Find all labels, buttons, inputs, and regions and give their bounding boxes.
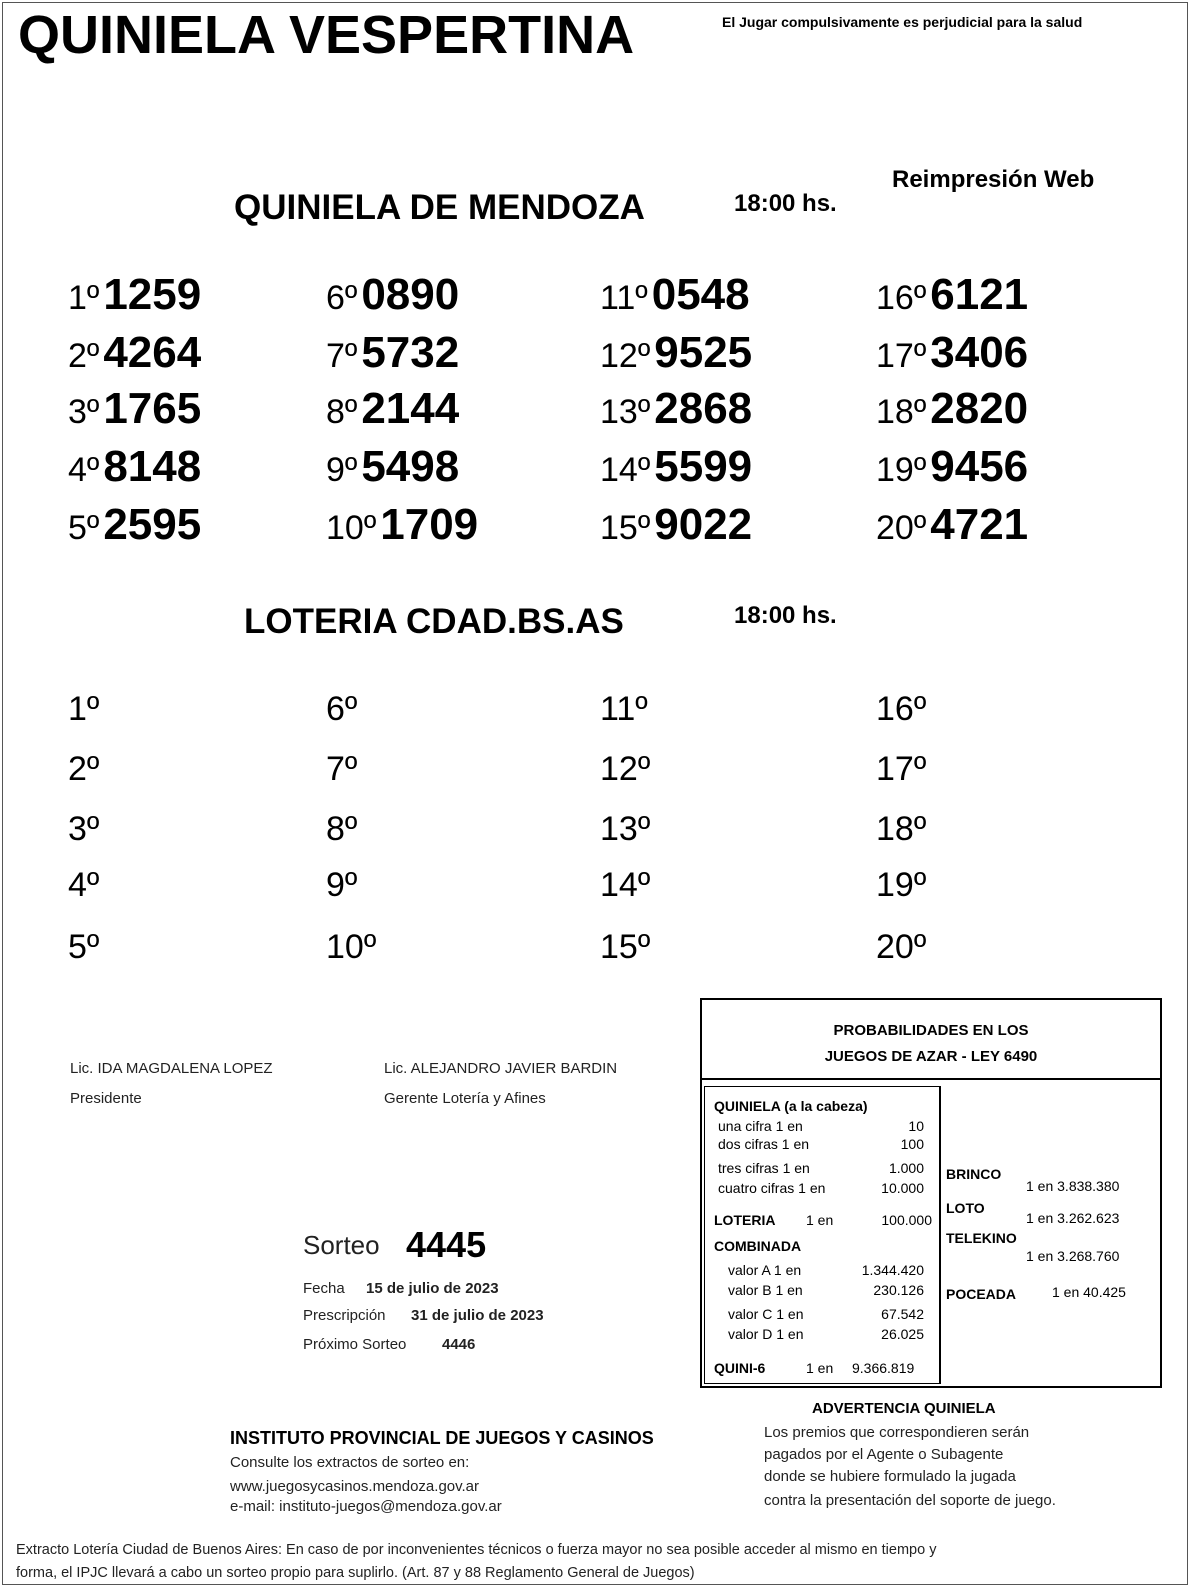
quiniela-prob-title: QUINIELA (a la cabeza) bbox=[714, 1098, 868, 1114]
result-number: 2868 bbox=[654, 384, 753, 433]
prescripcion-value: 31 de julio de 2023 bbox=[411, 1307, 544, 1324]
result-position: 11º bbox=[600, 279, 648, 317]
advertencia-line: contra la presentación del soporte de juego. bbox=[764, 1492, 1056, 1509]
loteria-position-14: 14º bbox=[600, 866, 651, 904]
quiniela-prob-label: cuatro cifras 1 en bbox=[718, 1180, 826, 1196]
loteria-position-6: 6º bbox=[326, 690, 358, 728]
result-position: 16º bbox=[876, 279, 927, 317]
probabilities-box bbox=[700, 998, 1162, 1388]
mendoza-time: 18:00 hs. bbox=[734, 190, 837, 217]
combinada-prob-value: 1.344.420 bbox=[861, 1262, 924, 1278]
health-warning: El Jugar compulsivamente es perjudicial para la salud bbox=[722, 14, 1083, 30]
result-position: 2º bbox=[68, 337, 100, 375]
result-number: 2144 bbox=[361, 384, 460, 433]
loteria-position-16: 16º bbox=[876, 690, 927, 728]
quiniela-prob-value: 100 bbox=[900, 1136, 924, 1152]
result-position: 17º bbox=[876, 337, 927, 375]
advertencia-line: Los premios que correspondieren serán bbox=[764, 1424, 1030, 1441]
mendoza-result-3 bbox=[68, 384, 201, 434]
loteria-prob-value: 100.000 bbox=[881, 1212, 932, 1228]
fecha-label: Fecha bbox=[303, 1280, 345, 1297]
combinada-prob-value: 26.025 bbox=[881, 1326, 924, 1342]
result-number: 9525 bbox=[654, 328, 753, 377]
signature-right-name: Lic. ALEJANDRO JAVIER BARDIN bbox=[384, 1060, 618, 1077]
mendoza-result-10 bbox=[326, 500, 478, 550]
result-position: 1º bbox=[68, 279, 100, 317]
result-position: 10º bbox=[326, 509, 377, 547]
mendoza-result-17 bbox=[876, 328, 1028, 378]
mendoza-result-20 bbox=[876, 500, 1028, 550]
combinada-prob-value: 230.126 bbox=[873, 1282, 924, 1298]
brinco-prob-value: 1 en 3.838.380 bbox=[1026, 1178, 1120, 1194]
loto-prob-value: 1 en 3.262.623 bbox=[1026, 1210, 1120, 1226]
loteria-title: LOTERIA CDAD.BS.AS bbox=[244, 602, 624, 641]
advertencia-line: pagados por el Agente o Subagente bbox=[764, 1446, 1004, 1463]
institute-email-link[interactable]: e-mail: instituto-juegos@mendoza.gov.ar bbox=[230, 1498, 502, 1515]
prescripcion-label: Prescripción bbox=[303, 1307, 386, 1324]
mendoza-result-8 bbox=[326, 384, 459, 434]
mendoza-result-9 bbox=[326, 442, 459, 492]
page-title: QUINIELA VESPERTINA bbox=[18, 5, 635, 65]
quini6-prob-en: 1 en bbox=[806, 1360, 834, 1376]
mendoza-result-1 bbox=[68, 270, 201, 320]
poceada-prob-label: POCEADA bbox=[946, 1286, 1017, 1302]
probabilities-title-2: JUEGOS DE AZAR - LEY 6490 bbox=[824, 1048, 1038, 1065]
signature-right-role: Gerente Lotería y Afines bbox=[384, 1090, 546, 1107]
quini6-prob-value: 9.366.819 bbox=[852, 1360, 915, 1376]
footer-line-2: forma, el IPJC llevará a cabo un sorteo propio para suplirlo. (Art. 87 y 88 Reglamento General de Juegos) bbox=[16, 1565, 695, 1581]
result-number: 5599 bbox=[654, 442, 753, 491]
sorteo-number: 4445 bbox=[406, 1224, 487, 1265]
loteria-position-9: 9º bbox=[326, 866, 358, 904]
quiniela-prob-label: tres cifras 1 en bbox=[718, 1160, 810, 1176]
combinada-prob-label: valor A 1 en bbox=[728, 1262, 802, 1278]
institute-name: INSTITUTO PROVINCIAL DE JUEGOS Y CASINOS bbox=[230, 1428, 654, 1448]
brinco-prob-label: BRINCO bbox=[946, 1166, 1002, 1182]
poceada-prob-value: 1 en 40.425 bbox=[1052, 1284, 1126, 1300]
result-number: 9022 bbox=[654, 500, 753, 549]
mendoza-result-5 bbox=[68, 500, 201, 550]
result-number: 9456 bbox=[930, 442, 1029, 491]
result-number: 5498 bbox=[361, 442, 460, 491]
loteria-position-8: 8º bbox=[326, 810, 358, 848]
loteria-position-15: 15º bbox=[600, 928, 651, 966]
quiniela-prob-value: 10 bbox=[908, 1118, 924, 1134]
loteria-position-20: 20º bbox=[876, 928, 927, 966]
sorteo-label: Sorteo bbox=[303, 1230, 380, 1260]
institute-consult: Consulte los extractos de sorteo en: bbox=[230, 1454, 470, 1471]
result-position: 18º bbox=[876, 393, 927, 431]
quiniela-prob-value: 10.000 bbox=[881, 1180, 924, 1196]
mendoza-result-4 bbox=[68, 442, 201, 492]
loteria-position-7: 7º bbox=[326, 750, 358, 788]
mendoza-title: QUINIELA DE MENDOZA bbox=[234, 188, 645, 227]
mendoza-result-11 bbox=[600, 270, 750, 320]
result-position: 4º bbox=[68, 451, 100, 489]
advertencia-title: ADVERTENCIA QUINIELA bbox=[812, 1400, 996, 1417]
combinada-prob-label: valor B 1 en bbox=[728, 1282, 803, 1298]
result-number: 1259 bbox=[103, 270, 202, 319]
quiniela-prob-value: 1.000 bbox=[888, 1160, 924, 1176]
loteria-position-10: 10º bbox=[326, 928, 377, 966]
mendoza-result-2 bbox=[68, 328, 201, 378]
reprint-label: Reimpresión Web bbox=[892, 166, 1095, 193]
telekino-prob-label: TELEKINO bbox=[946, 1230, 1017, 1246]
mendoza-result-15 bbox=[600, 500, 752, 550]
quiniela-prob-label: dos cifras 1 en bbox=[718, 1136, 810, 1152]
mendoza-result-12 bbox=[600, 328, 752, 378]
quiniela-prob-label: una cifra 1 en bbox=[718, 1118, 803, 1134]
loteria-position-11: 11º bbox=[600, 690, 648, 728]
result-position: 19º bbox=[876, 451, 927, 489]
combinada-prob-label: valor D 1 en bbox=[728, 1326, 804, 1342]
result-position: 3º bbox=[68, 393, 100, 431]
result-number: 4264 bbox=[103, 328, 202, 377]
result-position: 8º bbox=[326, 393, 358, 431]
loteria-position-18: 18º bbox=[876, 810, 927, 848]
loto-prob-label: LOTO bbox=[946, 1200, 985, 1216]
result-position: 15º bbox=[600, 509, 651, 547]
mendoza-result-19 bbox=[876, 442, 1028, 492]
fecha-value: 15 de julio de 2023 bbox=[366, 1280, 499, 1297]
mendoza-result-7 bbox=[326, 328, 459, 378]
loteria-position-13: 13º bbox=[600, 810, 651, 848]
quini6-prob-label: QUINI-6 bbox=[714, 1360, 766, 1376]
loteria-position-19: 19º bbox=[876, 866, 927, 904]
proximo-label: Próximo Sorteo bbox=[303, 1336, 407, 1353]
result-number: 2820 bbox=[930, 384, 1029, 433]
result-number: 4721 bbox=[930, 500, 1029, 549]
signature-left-name: Lic. IDA MAGDALENA LOPEZ bbox=[70, 1060, 273, 1077]
result-position: 6º bbox=[326, 279, 358, 317]
telekino-prob-value: 1 en 3.268.760 bbox=[1026, 1248, 1120, 1264]
mendoza-result-16 bbox=[876, 270, 1028, 320]
loteria-prob-label: LOTERIA bbox=[714, 1212, 776, 1228]
probabilities-title-1: PROBABILIDADES EN LOS bbox=[833, 1022, 1029, 1039]
result-number: 0890 bbox=[361, 270, 460, 319]
institute-web-link[interactable]: www.juegosycasinos.mendoza.gov.ar bbox=[230, 1478, 480, 1495]
result-number: 2595 bbox=[103, 500, 202, 549]
combinada-prob-title: COMBINADA bbox=[714, 1238, 802, 1254]
loteria-position-2: 2º bbox=[68, 750, 100, 788]
result-number: 0548 bbox=[651, 270, 750, 319]
combinada-prob-value: 67.542 bbox=[881, 1306, 924, 1322]
result-position: 5º bbox=[68, 509, 100, 547]
mendoza-result-6 bbox=[326, 270, 459, 320]
mendoza-result-13 bbox=[600, 384, 752, 434]
loteria-position-4: 4º bbox=[68, 866, 100, 904]
advertencia-line: donde se hubiere formulado la jugada bbox=[764, 1468, 1016, 1485]
result-number: 1709 bbox=[380, 500, 479, 549]
combinada-prob-label: valor C 1 en bbox=[728, 1306, 804, 1322]
signature-left-role: Presidente bbox=[70, 1090, 142, 1107]
result-number: 8148 bbox=[103, 442, 202, 491]
mendoza-result-18 bbox=[876, 384, 1028, 434]
result-position: 7º bbox=[326, 337, 358, 375]
footer-line-1: Extracto Lotería Ciudad de Buenos Aires: En caso de por inconvenientes técnicos o fuerza mayor no sea posible acceder al mismo en tiempo y bbox=[16, 1542, 937, 1558]
loteria-position-3: 3º bbox=[68, 810, 100, 848]
result-number: 1765 bbox=[103, 384, 202, 433]
result-position: 20º bbox=[876, 509, 927, 547]
loteria-position-1: 1º bbox=[68, 690, 100, 728]
result-position: 12º bbox=[600, 337, 651, 375]
result-number: 3406 bbox=[930, 328, 1029, 377]
mendoza-result-14 bbox=[600, 442, 752, 492]
proximo-value: 4446 bbox=[442, 1336, 476, 1353]
result-number: 5732 bbox=[361, 328, 460, 377]
result-position: 9º bbox=[326, 451, 358, 489]
loteria-position-12: 12º bbox=[600, 750, 651, 788]
loteria-time: 18:00 hs. bbox=[734, 602, 837, 629]
result-number: 6121 bbox=[930, 270, 1029, 319]
loteria-prob-en: 1 en bbox=[806, 1212, 834, 1228]
loteria-position-5: 5º bbox=[68, 928, 100, 966]
result-position: 13º bbox=[600, 393, 651, 431]
loteria-position-17: 17º bbox=[876, 750, 927, 788]
result-position: 14º bbox=[600, 451, 651, 489]
